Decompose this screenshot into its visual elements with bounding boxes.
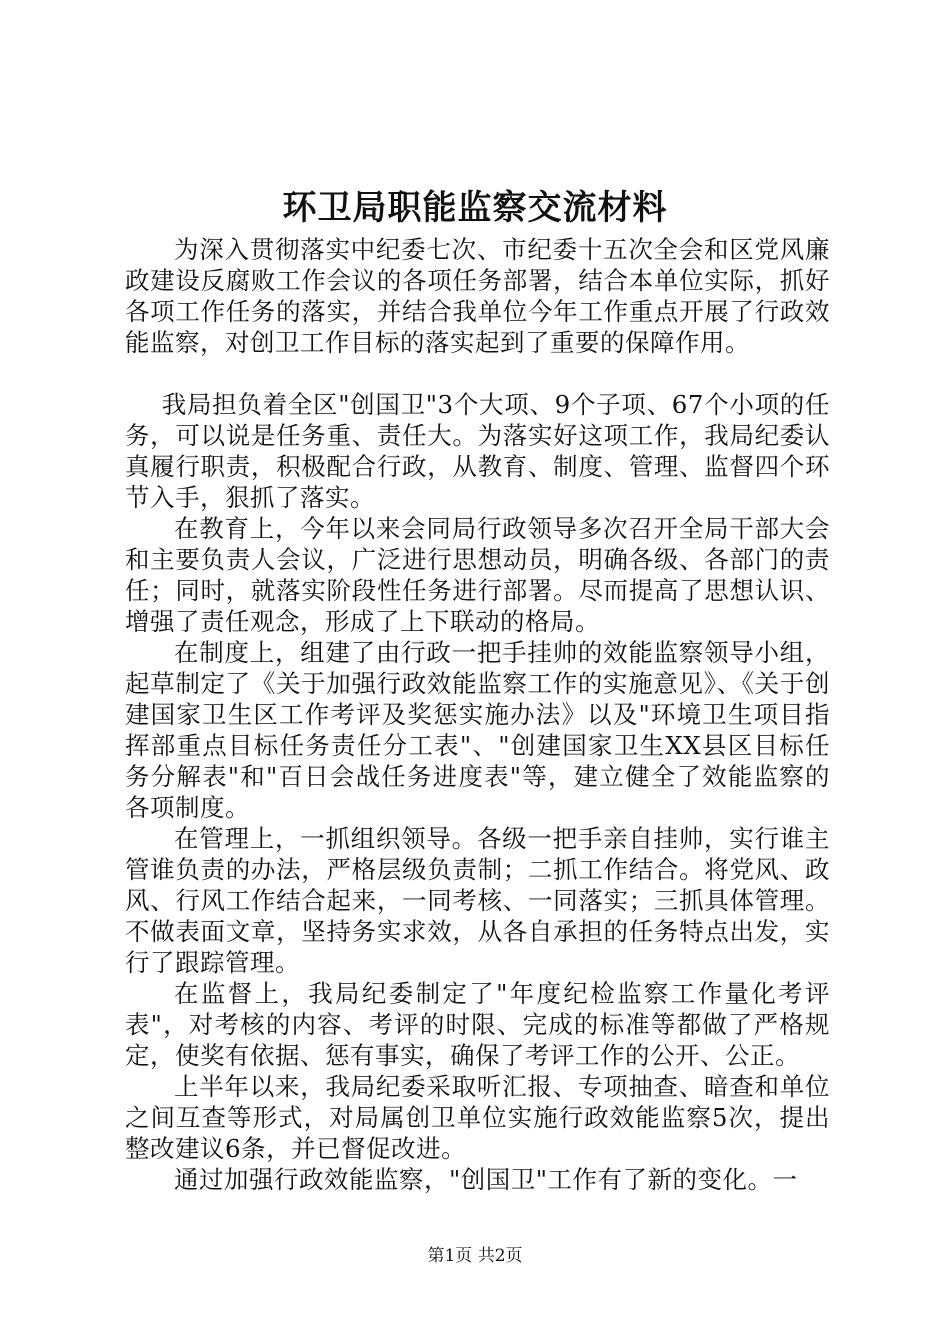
document-body [125,234,830,1195]
paragraph-inspection: 上半年以来，我局纪委采取听汇报、专项抽查、暗查和单位之间互查等形式，对局属创卫单位实施行政效能监察5次，提出整改建议6条，并已督促改进。 [125,1072,830,1163]
paragraph-education: 在教育上，今年以来会同局行政领导多次召开全局干部大会和主要负责人会议，广泛进行思想动员，明确各级、各部门的责任；同时，就落实阶段性任务进行部署。尽而提高了思想认识、增强了责任观念，形成了上下联动的格局。 [125,514,830,636]
paragraph-intro: 为深入贯彻落实中纪委七次、市纪委十五次全会和区党风廉政建设反腐败工作会议的各项任务部署，结合本单位实际，抓好各项工作任务的落实，并结合我单位今年工作重点开展了行政效能监察，对创卫工作目标的落实起到了重要的保障作用。 [125,235,830,357]
paragraph-task-overview: 我局担负着全区"创国卫"3个大项、9个子项、67个小项的任务，可以说是任务重、责任大。为落实好这项工作，我局纪委认真履行职责，积极配合行政，从教育、制度、管理、监督四个环节入手，狠抓了落实。 [125,390,830,512]
page-footer: 第1页 共2页 [427,1246,523,1266]
document-title: 环卫局职能监察交流材料 [282,188,668,228]
paragraph-management: 在管理上，一抓组织领导。各级一把手亲自挂帅，实行谁主管谁负责的办法，严格层级负责制；二抓工作结合。将党风、政风、行风工作结合起来，一同考核、一同落实；三抓具体管理。不做表面文章，坚持务实求效，从各自承担的任务特点出发，实行了跟踪管理。 [125,824,830,977]
paragraph-results: 通过加强行政效能监察，"创国卫"工作有了新的变化。一 [174,1165,798,1194]
paragraph-supervision: 在监督上，我局纪委制定了"年度纪检监察工作量化考评表"，对考核的内容、考评的时限、完成的标准等都做了严格规定，使奖有依据、惩有事实，确保了考评工作的公开、公正。 [125,979,830,1070]
paragraph-system: 在制度上，组建了由行政一把手挂帅的效能监察领导小组，起草制定了《关于加强行政效能监察工作的实施意见》、《关于创建国家卫生区工作考评及奖惩实施办法》以及"环境卫生项目指挥部重点目标任务责任分工表"、"创建国家卫生XX县区目标任务分解表"和"百日会战任务进度表"等，建立健全了效能监察的各项制度。 [125,638,830,822]
